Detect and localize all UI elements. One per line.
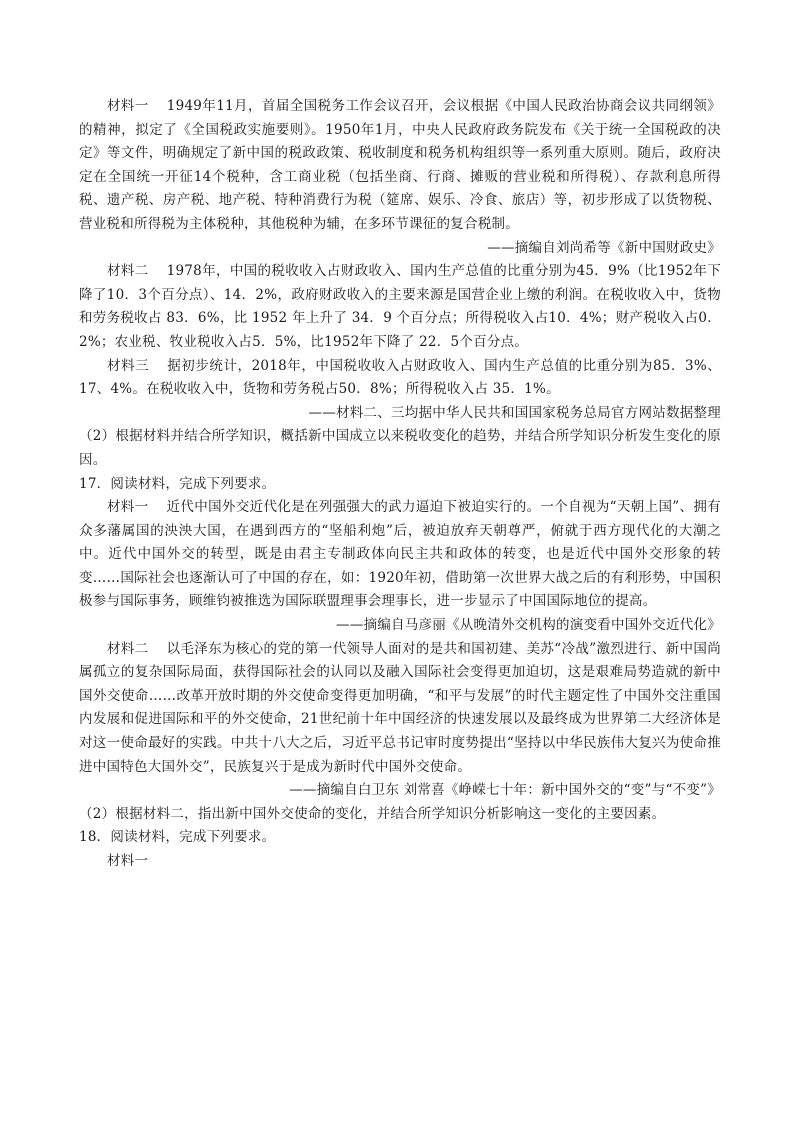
material-text: 1978年，中国的税收收入占财政收入、国内生产总值的比重分别为45．9%（比1952年下降了10．3个百分点）、14．2%，政府财政收入的主要来源是国营企业上缴的利润。在税收收入中，货物和劳务税收占 83．6%，比 1952 年上升了 34．9 个百分点；所得税收入占10．4%；财产税收入占0．2%；农业税、牧业税收入占5．5%，比1952年下降了 22．5个百分点。: [79, 263, 722, 350]
material-16-1: [79, 95, 721, 237]
material-label: 材料一: [107, 499, 149, 516]
document-body: [79, 95, 721, 874]
material-text: 近代中国外交近代化是在列强强大的武力逼迫下被迫实行的。一个自视为“天朝上国”、拥有众多藩属国的泱泱大国，在遇到西方的“坚船利炮”后，被迫放弃天朝尊严，俯就于西方现代化的大潮之中。近代中国外交的转型，既是由君主专制政体向民主共和政体的转变，也是近代中国外交形象的转变……国际社会也逐渐认可了中国的存在，如：1920年初，借助第一次世界大战之后的有利形势，中国积极参与国际事务，顾维钧被推选为国际联盟理事会理事长，进一步显示了中国国际地位的提高。: [79, 499, 721, 610]
material-16-2: [79, 260, 721, 354]
material-16-3: [79, 355, 721, 402]
question-16-2: （2）根据材料并结合所学知识，概括新中国成立以来税收变化的趋势，并结合所学知识分析发生变化的原因。: [79, 428, 721, 468]
material-label: 材料二: [107, 640, 149, 657]
material-18-1-label: 材料一: [107, 853, 149, 869]
material-source: ——材料二、三均据中华人民共和国国家税务总局官方网站数据整理: [308, 404, 721, 421]
material-text: 据初步统计，2018年，中国税收收入占财政收入、国内生产总值的比重分别为85．3%、17、4%。在税收收入中，货物和劳务税占50．8%；所得税收入占 35．1%。: [79, 357, 722, 398]
material-17-2: [79, 638, 721, 780]
material-label: 材料二: [107, 263, 149, 280]
material-source: ——摘编自刘尚希等《新中国财政史》: [487, 239, 721, 256]
material-label: 材料一: [107, 98, 149, 114]
question-17-heading: 17．阅读材料，完成下列要求。: [79, 475, 276, 492]
material-17-1: [79, 496, 721, 614]
material-source: ——摘编自白卫东 刘常喜《峥嵘七十年：新中国外交的“变”与“不变”》: [289, 782, 721, 799]
material-source: ——摘编自马彦丽《从晚清外交机构的演变看中国外交近代化》: [336, 617, 721, 634]
question-18-heading: 18．阅读材料，完成下列要求。: [79, 829, 276, 846]
material-text: 以毛泽东为核心的党的第一代领导人面对的是共和国初建、美苏“冷战”激烈进行、新中国尚属孤立的复杂国际局面，获得国际社会的认同以及融入国际社会变得更加迫切，这是艰难局势造就的新中国外交使命……改革开放时期的外交使命变得更加明确，“和平与发展”的时代主题定性了中国外交注重国内发展和促进国际和平的外交使命，21世纪前十年中国经济的快速发展以及最终成为世界第二大经济体是对这一使命最好的实践。中共十八大之后，习近平总书记审时度势提出“坚持以中华民族伟大复兴为使命推进中国特色大国外交”，民族复兴于是成为新时代中国外交使命。: [79, 640, 721, 775]
material-text: 1949年11月，首届全国税务工作会议召开，会议根据《中国人民政治协商会议共同纲领》的精神，拟定了《全国税政实施要则》。1950年1月，中央人民政府政务院发布《关于统一全国税政的决定》等文件，明确规定了新中国的税政政策、税收制度和税务机构组织等一系列重大原则。随后，政府决定在全国统一开征14个税种，含工商业税（包括坐商、行商、摊贩的营业税和所得税）、存款利息所得税、遗产税、房产税、地产税、特种消费行为税（筵席、娱乐、冷食、旅店）等，初步形成了以货物税、营业税和所得税为主体税种，其他税种为辅，在多环节课征的复合税制。: [79, 98, 721, 232]
question-17-2: （2）根据材料二，指出新中国外交使命的变化，并结合所学知识分析影响这一变化的主要因素。: [79, 805, 666, 822]
material-label: 材料三: [107, 357, 150, 374]
